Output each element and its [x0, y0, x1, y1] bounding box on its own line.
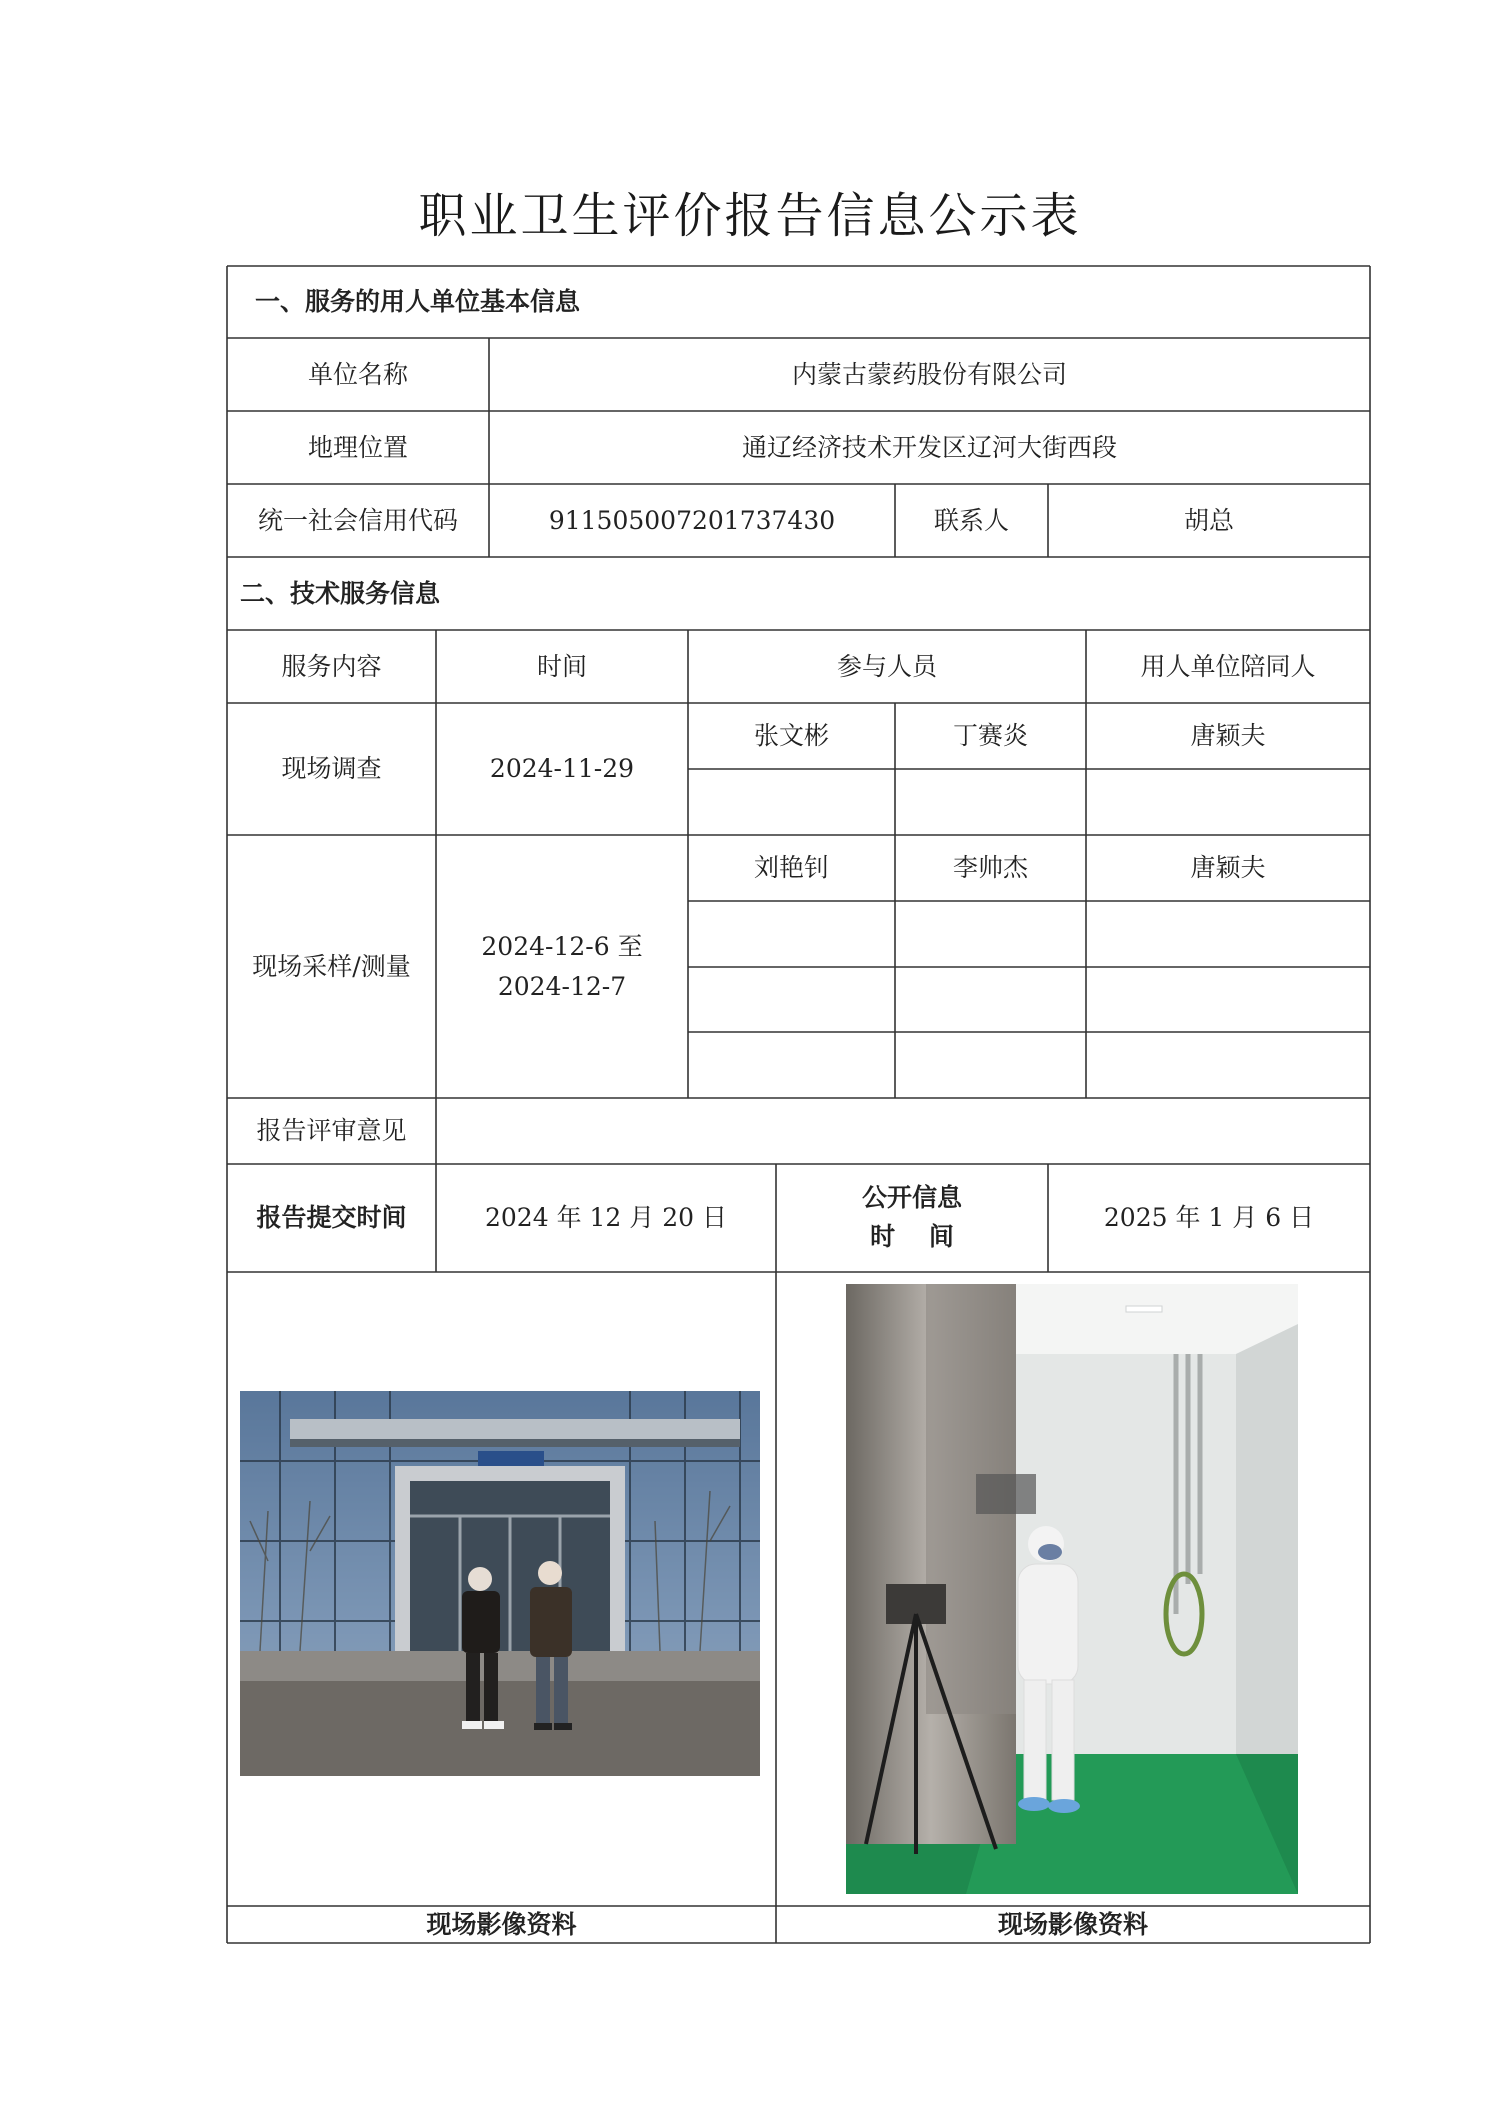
section2-heading: 二、技术服务信息 [240, 578, 441, 608]
sampling-date [436, 835, 688, 1098]
site-photo-cleanroom [846, 1284, 1298, 1894]
contact-label: 联系人 [933, 505, 1009, 535]
unit-name-value: 内蒙古蒙药股份有限公司 [791, 359, 1067, 389]
survey-label: 现场调查 [281, 754, 382, 783]
credit-code-label: 统一社会信用代码 [257, 505, 458, 535]
document-title: 职业卫生评价报告信息公示表 [418, 188, 1082, 244]
unit-name-label: 单位名称 [307, 359, 408, 389]
survey-person-1: 张文彬 [753, 721, 829, 750]
survey-companion: 唐颖夫 [1190, 721, 1266, 750]
header-time: 时间 [536, 651, 587, 681]
site-photo-entrance [240, 1391, 760, 1776]
public-date: 2025 年 1 月 6 日 [1103, 1203, 1315, 1232]
header-content: 服务内容 [281, 651, 382, 681]
survey-date: 2024-11-29 [489, 754, 635, 783]
public-label [776, 1164, 1048, 1272]
public-label-line1: 公开信息 [861, 1183, 962, 1213]
sampling-person-1: 刘艳钊 [753, 853, 829, 882]
header-participants: 参与人员 [836, 651, 937, 681]
credit-code-value: 911505007201737430 [548, 505, 836, 535]
submit-label: 报告提交时间 [256, 1203, 407, 1232]
location-label: 地理位置 [307, 432, 408, 462]
sampling-date-start: 2024-12-6 至 [481, 931, 643, 961]
photo-caption-left: 现场影像资料 [426, 1909, 577, 1939]
survey-person-2: 丁赛炎 [952, 721, 1028, 750]
photo-caption-right: 现场影像资料 [997, 1909, 1148, 1939]
sampling-label: 现场采样/测量 [252, 951, 411, 981]
sampling-date-end: 2024-12-7 [497, 971, 627, 1001]
section1-heading: 一、服务的用人单位基本信息 [255, 287, 581, 316]
public-label-line2: 时 间 [870, 1222, 954, 1251]
review-value [436, 1098, 1370, 1164]
sampling-person-2: 李帅杰 [952, 853, 1028, 882]
header-companion: 用人单位陪同人 [1140, 651, 1316, 681]
location-value: 通辽经济技术开发区辽河大街西段 [741, 432, 1117, 462]
contact-value: 胡总 [1183, 505, 1234, 535]
review-label: 报告评审意见 [256, 1116, 407, 1145]
submit-date: 2024 年 12 月 20 日 [485, 1203, 727, 1232]
sampling-companion: 唐颖夫 [1190, 853, 1266, 882]
